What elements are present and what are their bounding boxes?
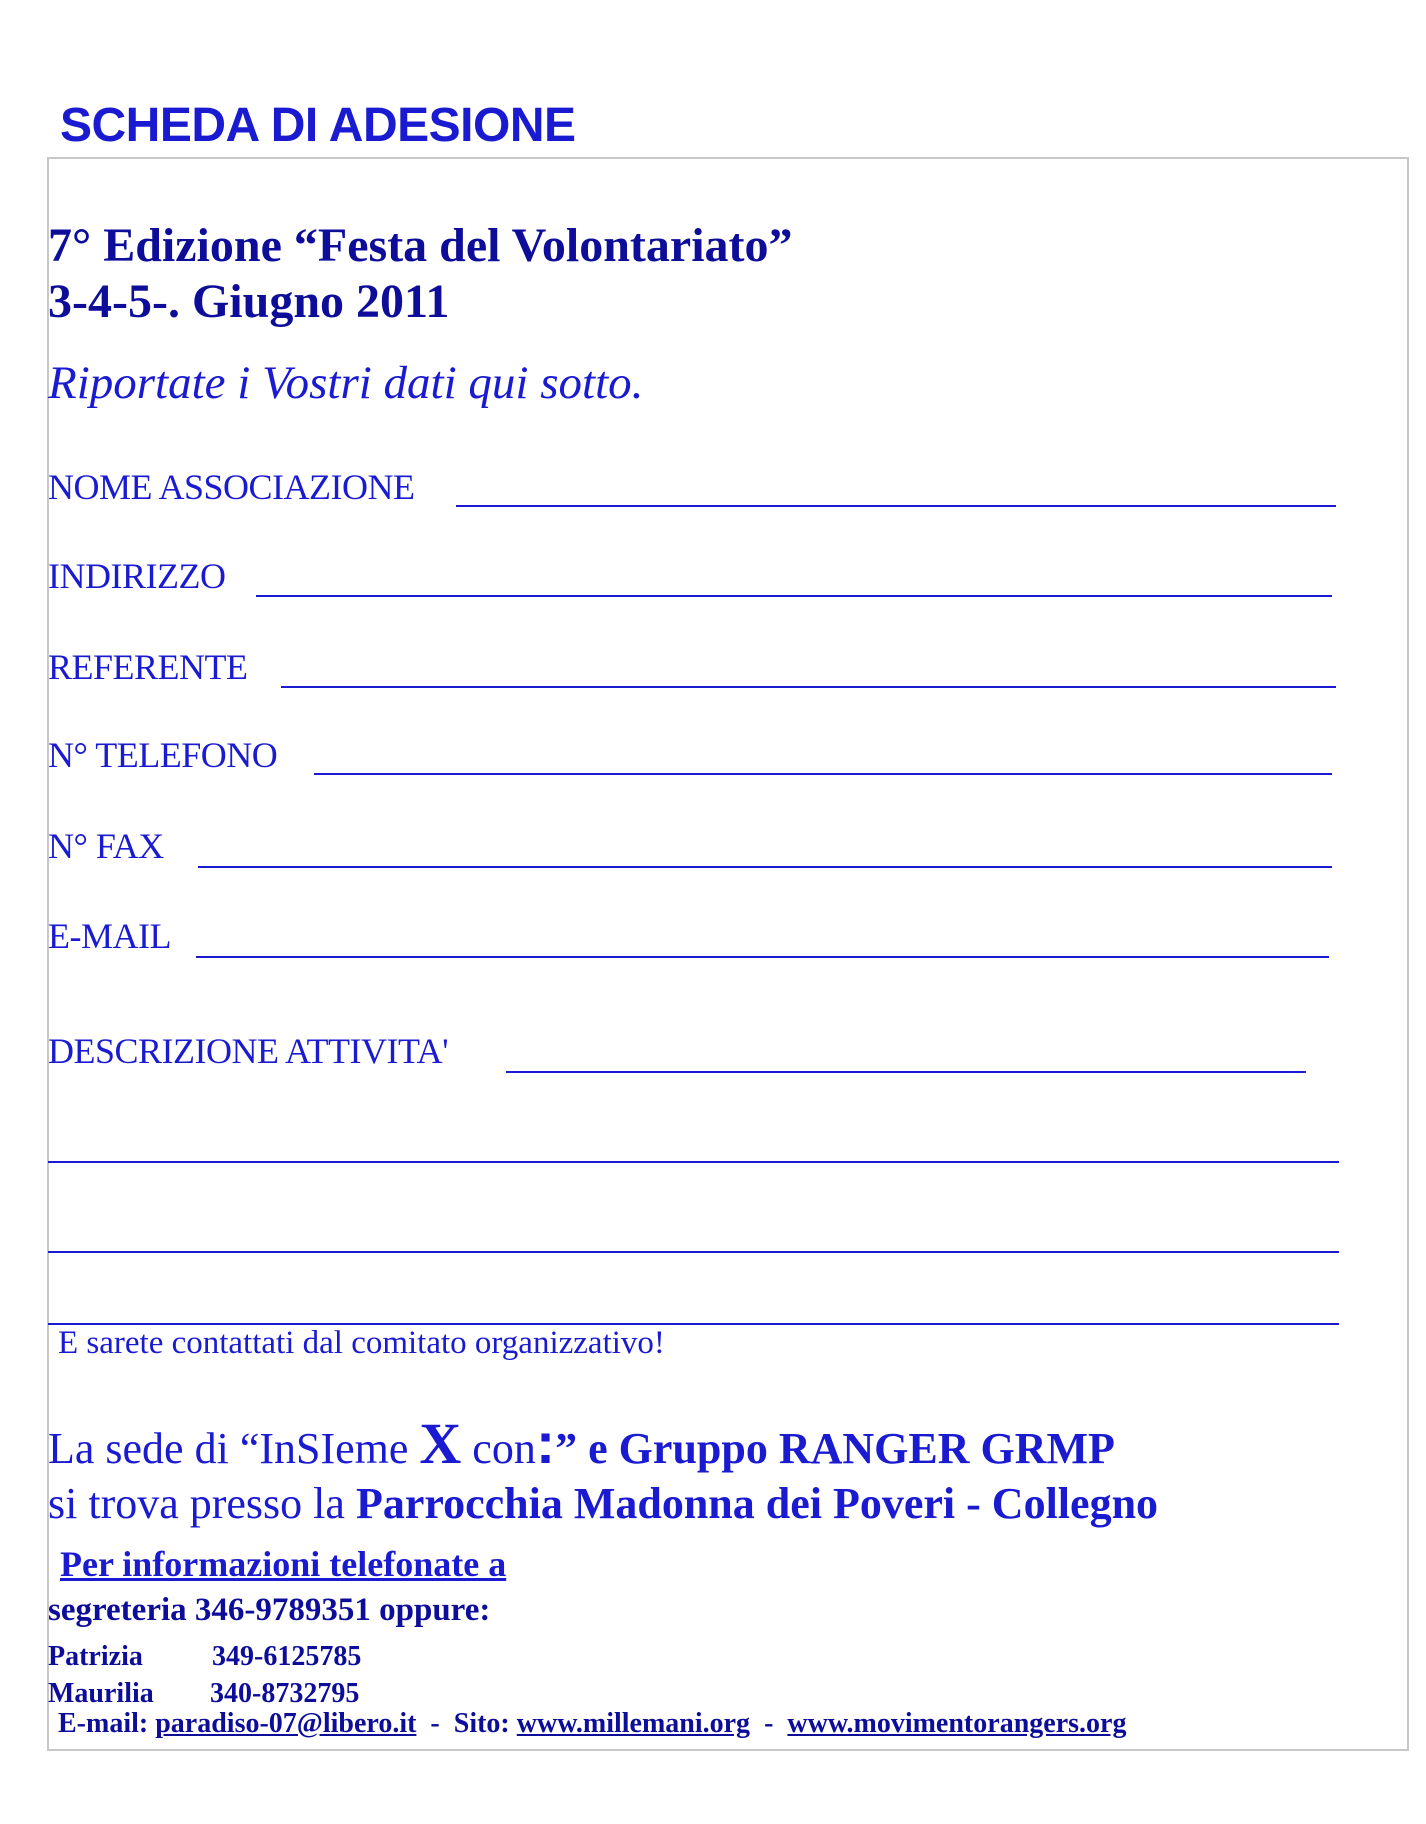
field-line-telefono[interactable]: [314, 773, 1332, 775]
field-line-email[interactable]: [196, 956, 1329, 958]
footer-email-link[interactable]: paradiso-07@libero.it: [155, 1708, 417, 1739]
footer-site-link-movimentorangers[interactable]: www.movimentorangers.org: [787, 1708, 1127, 1739]
headquarters-line-2: [48, 1478, 1158, 1529]
info-heading: Per informazioni telefonate a: [60, 1544, 507, 1584]
contact-phone-maurilia: 340-8732795: [210, 1678, 360, 1709]
hq-colon: :: [535, 1411, 556, 1476]
field-label-telefono: N° TELEFONO: [48, 735, 278, 775]
field-line-indirizzo[interactable]: [256, 595, 1332, 597]
field-label-descrizione: DESCRIZIONE ATTIVITA': [48, 1031, 449, 1071]
footer-separator-2: -: [764, 1708, 774, 1739]
page-title: SCHEDA DI ADESIONE: [60, 99, 576, 152]
secretary-phone: segreteria 346-9789351 oppure:: [48, 1592, 491, 1628]
contact-phone-patrizia: 349-6125785: [212, 1641, 362, 1672]
description-line-2[interactable]: [48, 1251, 1339, 1253]
headquarters-line-1: [48, 1410, 1115, 1477]
field-label-referente: REFERENTE: [48, 647, 248, 687]
instructions: Riportate i Vostri dati qui sotto.: [48, 357, 644, 409]
field-label-email: E-MAIL: [48, 916, 171, 956]
event-edition: 7° Edizione “Festa del Volontariato”: [48, 219, 793, 272]
hq-x: X: [419, 1411, 462, 1476]
footer-contacts: [58, 1708, 1126, 1740]
contact-name-patrizia: Patrizia: [48, 1641, 143, 1672]
hq-parish: Parrocchia Madonna dei Poveri - Collegno: [355, 1479, 1159, 1528]
footer-email-label: E-mail:: [58, 1708, 149, 1739]
hq-prefix: La sede di “InSIeme: [48, 1424, 409, 1473]
hq-location-prefix: si trova presso la: [48, 1479, 345, 1528]
footer-separator-1: -: [430, 1708, 440, 1739]
field-line-referente[interactable]: [281, 686, 1336, 688]
hq-suffix: ” e Gruppo RANGER GRMP: [555, 1424, 1115, 1473]
hq-con: con: [472, 1424, 536, 1473]
description-line-1[interactable]: [48, 1161, 1339, 1163]
field-label-nome-associazione: NOME ASSOCIAZIONE: [48, 467, 415, 507]
footer-site-link-millemani[interactable]: www.millemani.org: [516, 1708, 751, 1739]
footer-site-label: Sito:: [453, 1708, 510, 1739]
field-label-indirizzo: INDIRIZZO: [48, 556, 226, 596]
contact-note: E sarete contattati dal comitato organizzativo!: [58, 1325, 665, 1361]
field-line-nome-associazione[interactable]: [456, 505, 1336, 507]
event-dates: 3-4-5-. Giugno 2011: [48, 275, 450, 328]
field-label-fax: N° FAX: [48, 826, 164, 866]
contact-name-maurilia: Maurilia: [48, 1678, 154, 1709]
field-line-descrizione[interactable]: [506, 1071, 1306, 1073]
field-line-fax[interactable]: [198, 866, 1332, 868]
